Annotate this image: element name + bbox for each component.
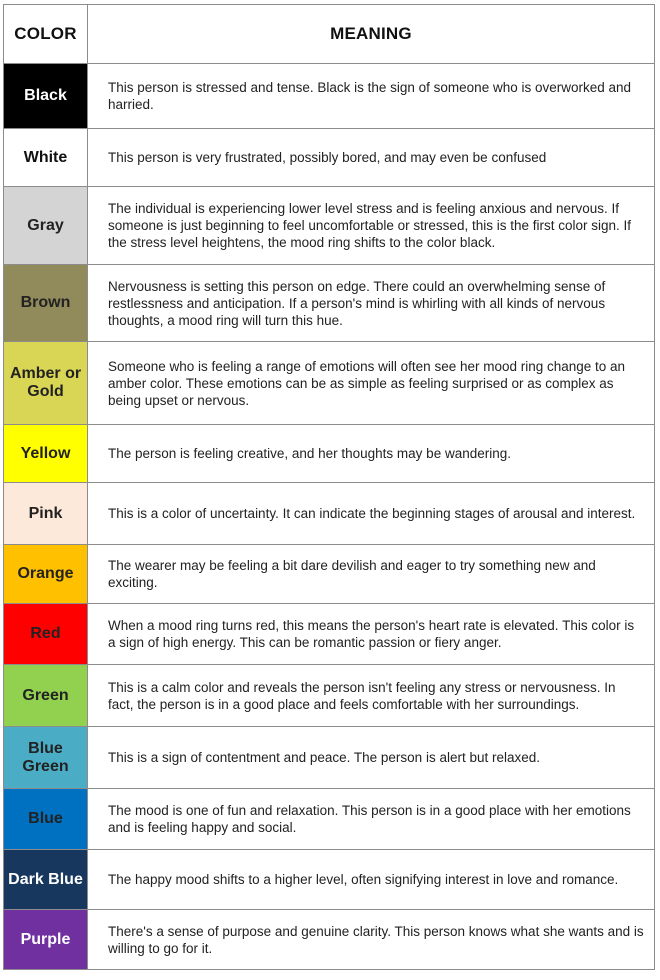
meaning-text: The wearer may be feeling a bit dare devilish and eager to try something new and exciting.	[108, 558, 596, 590]
color-name-cell: Green	[4, 665, 88, 727]
table-row	[4, 545, 655, 604]
color-name-cell: Amber or Gold	[4, 342, 88, 425]
meaning-cell	[88, 425, 655, 483]
color-name-cell: Brown	[4, 265, 88, 342]
meaning-column-header: MEANING	[88, 5, 655, 64]
meaning-cell	[88, 545, 655, 604]
mood-color-table	[3, 4, 655, 970]
color-name-cell: Blue Green	[4, 727, 88, 789]
meaning-text: There's a sense of purpose and genuine clarity. This person knows what she wants and is willing to go for it.	[108, 923, 644, 956]
table-row	[4, 483, 655, 545]
table-row	[4, 129, 655, 187]
meaning-text: This is a calm color and reveals the person isn't feeling any stress or nervousness. In fact, the person is in a good place and feels comfortable with her surroundings.	[108, 679, 616, 712]
meaning-cell	[88, 604, 655, 665]
meaning-text: This is a sign of contentment and peace. The person is alert but relaxed.	[108, 750, 540, 765]
table-row	[4, 850, 655, 910]
color-name-cell: Purple	[4, 910, 88, 970]
meaning-cell	[88, 665, 655, 727]
table-row	[4, 604, 655, 665]
meaning-cell	[88, 483, 655, 545]
meaning-cell	[88, 850, 655, 910]
meaning-text: This person is very frustrated, possibly bored, and may even be confused	[108, 150, 547, 165]
color-name-cell: Gray	[4, 187, 88, 265]
table-row	[4, 727, 655, 789]
meaning-cell	[88, 910, 655, 970]
meaning-text: Nervousness is setting this person on edge. There could an overwhelming sense of restlessness and anticipation. If a person's mind is whirling with all kinds of nervous thoughts, a mood ring will turn this hue.	[108, 278, 606, 328]
color-name-cell: Dark Blue	[4, 850, 88, 910]
table-row	[4, 665, 655, 727]
meaning-cell	[88, 187, 655, 265]
table-body	[4, 64, 655, 970]
meaning-text: The individual is experiencing lower level stress and is feeling anxious and nervous. If someone is just beginning to feel uncomfortable or stressed, this is the first color sign. If the stress level heightens, the mood ring shifts to the color black.	[108, 201, 632, 250]
table-row	[4, 265, 655, 342]
table-row	[4, 187, 655, 265]
meaning-cell	[88, 64, 655, 129]
meaning-text: The mood is one of fun and relaxation. This person is in a good place with her emotions and is feeling happy and social.	[108, 803, 631, 835]
meaning-text: This person is stressed and tense. Black is the sign of someone who is overworked and harried.	[108, 80, 632, 112]
table-row	[4, 789, 655, 850]
table-row	[4, 64, 655, 129]
meaning-cell	[88, 265, 655, 342]
meaning-cell	[88, 789, 655, 850]
color-name-cell: Yellow	[4, 425, 88, 483]
meaning-text: The happy mood shifts to a higher level, often signifying interest in love and romance.	[108, 872, 619, 887]
meaning-text: When a mood ring turns red, this means the person's heart rate is elevated. This color is a sign of high energy. This can be romantic passion or fiery anger.	[108, 618, 635, 650]
color-name-cell: Blue	[4, 789, 88, 850]
meaning-cell	[88, 727, 655, 789]
color-column-header: COLOR	[4, 5, 88, 64]
color-name-cell: Pink	[4, 483, 88, 545]
color-name-cell: Red	[4, 604, 88, 665]
meaning-cell	[88, 342, 655, 425]
meaning-text: The person is feeling creative, and her thoughts may be wandering.	[108, 446, 511, 461]
meaning-text: This is a color of uncertainty. It can indicate the beginning stages of arousal and interest.	[108, 506, 636, 521]
table-row	[4, 910, 655, 970]
meaning-text: Someone who is feeling a range of emotions will often see her mood ring change to an amber color. These emotions can be as simple as feeling surprised or as complex as being upset or nervous.	[108, 358, 626, 408]
meaning-cell	[88, 129, 655, 187]
color-name-cell: White	[4, 129, 88, 187]
color-name-cell: Black	[4, 64, 88, 129]
header-row	[4, 5, 655, 64]
table-row	[4, 425, 655, 483]
table-row	[4, 342, 655, 425]
color-name-cell: Orange	[4, 545, 88, 604]
